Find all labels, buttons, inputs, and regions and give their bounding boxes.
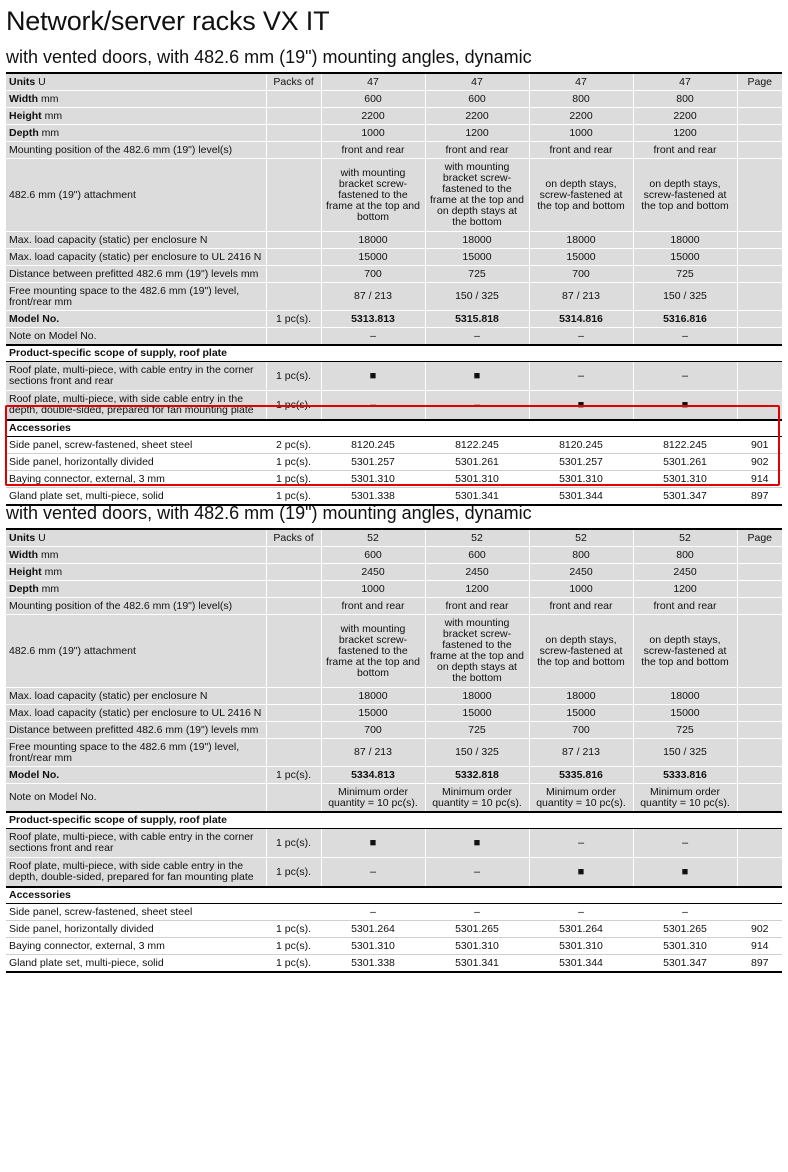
mounting-position-row: Mounting position of the 482.6 mm (19") level(s) front and rear front and rear front and rear front and rear <box>6 598 782 615</box>
units-label: Units U <box>6 73 266 91</box>
mounting-space-row: Free mounting space to the 482.6 mm (19") level, front/rear mm 87 / 213 150 / 325 87 / 213 150 / 325 <box>6 739 782 767</box>
header-row <box>6 529 782 547</box>
header-row <box>6 73 782 91</box>
units-value: 52 <box>529 529 633 547</box>
attachment-row: 482.6 mm (19") attachment with mounting bracket screw-fastened to the frame at the top and bottom with mounting bracket screw-fastened to the frame at the top and on depth stays at the bottom on depth stays, screw-fastened at the top and bottom on depth stays, screw-fastened at the top and bottom <box>6 159 782 232</box>
model-note-row: Note on Model No. – – – – <box>6 328 782 346</box>
section-title-52u: with vented doors, with 482.6 mm (19") mounting angles, dynamic <box>6 503 532 523</box>
units-value: 47 <box>529 73 633 91</box>
units-value: 52 <box>321 529 425 547</box>
accessory-row: Side panel, screw-fastened, sheet steel 2 pc(s). 8120.245 8122.245 8120.245 8122.245 901 <box>6 437 782 454</box>
width-row: Width mm 600 600 800 800 <box>6 547 782 564</box>
page-header: Page <box>737 529 782 547</box>
units-value: 52 <box>425 529 529 547</box>
attachment-row: 482.6 mm (19") attachment with mounting bracket screw-fastened to the frame at the top and bottom with mounting bracket screw-fastened to the frame at the top and on depth stays at the bottom on depth stays, screw-fastened at the top and bottom on depth stays, screw-fastened at the top and bottom <box>6 615 782 688</box>
packs-header: Packs of <box>266 529 321 547</box>
accessory-row: Baying connector, external, 3 mm 1 pc(s). 5301.310 5301.310 5301.310 5301.310 914 <box>6 471 782 488</box>
model-no-row: Model No. 1 pc(s). 5313.813 5315.818 5314.816 5316.816 <box>6 311 782 328</box>
roof-row: Roof plate, multi-piece, with cable entry in the corner sections front and rear 1 pc(s). ■ ■ – – <box>6 829 782 858</box>
model-note-row: Note on Model No. Minimum order quantity = 10 pc(s). Minimum order quantity = 10 pc(s). Minimum order quantity = 10 pc(s). Minimum order quantity = 10 pc(s). <box>6 784 782 813</box>
roof-section-header: Product-specific scope of supply, roof plate <box>6 812 782 829</box>
accessory-row: Baying connector, external, 3 mm 1 pc(s). 5301.310 5301.310 5301.310 5301.310 914 <box>6 938 782 955</box>
accessory-row: Gland plate set, multi-piece, solid 1 pc(s). 5301.338 5301.341 5301.344 5301.347 897 <box>6 488 782 506</box>
level-distance-row: Distance between prefitted 482.6 mm (19") levels mm 700 725 700 725 <box>6 266 782 283</box>
units-label: Units U <box>6 529 266 547</box>
units-value: 47 <box>321 73 425 91</box>
roof-row: Roof plate, multi-piece, with side cable entry in the depth, double-sided, prepared for fan mounting plate 1 pc(s). – – ■ ■ <box>6 391 782 421</box>
height-row: Height mm 2200 2200 2200 2200 <box>6 108 782 125</box>
units-value: 47 <box>633 73 737 91</box>
accessory-row: Side panel, screw-fastened, sheet steel – – – – <box>6 904 782 921</box>
mounting-position-row: Mounting position of the 482.6 mm (19") level(s) front and rear front and rear front and rear front and rear <box>6 142 782 159</box>
depth-row: Depth mm 1000 1200 1000 1200 <box>6 581 782 598</box>
model-no-row: Model No. 1 pc(s). 5334.813 5332.818 5335.816 5333.816 <box>6 767 782 784</box>
roof-row: Roof plate, multi-piece, with cable entry in the corner sections front and rear 1 pc(s). ■ ■ – – <box>6 362 782 391</box>
mounting-space-row: Free mounting space to the 482.6 mm (19") level, front/rear mm 87 / 213 150 / 325 87 / 213 150 / 325 <box>6 283 782 311</box>
section-title-47u: with vented doors, with 482.6 mm (19") mounting angles, dynamic <box>6 47 532 67</box>
width-row: Width mm 600 600 800 800 <box>6 91 782 108</box>
units-value: 52 <box>633 529 737 547</box>
load-capacity-row: Max. load capacity (static) per enclosure N 18000 18000 18000 18000 <box>6 232 782 249</box>
level-distance-row: Distance between prefitted 482.6 mm (19") levels mm 700 725 700 725 <box>6 722 782 739</box>
accessory-row: Side panel, horizontally divided 1 pc(s). 5301.257 5301.261 5301.257 5301.261 902 <box>6 454 782 471</box>
accessories-section-header: Accessories <box>6 887 782 904</box>
page-header: Page <box>737 73 782 91</box>
roof-section-header: Product-specific scope of supply, roof plate <box>6 345 782 362</box>
accessory-row: Side panel, horizontally divided 1 pc(s). 5301.264 5301.265 5301.264 5301.265 902 <box>6 921 782 938</box>
spec-table-52u <box>6 528 782 973</box>
spec-table-47u <box>6 72 782 506</box>
units-value: 47 <box>425 73 529 91</box>
page-title: Network/server racks VX IT <box>6 6 330 36</box>
load-capacity-ul-row: Max. load capacity (static) per enclosure to UL 2416 N 15000 15000 15000 15000 <box>6 705 782 722</box>
depth-row: Depth mm 1000 1200 1000 1200 <box>6 125 782 142</box>
packs-header: Packs of <box>266 73 321 91</box>
accessory-row: Gland plate set, multi-piece, solid 1 pc(s). 5301.338 5301.341 5301.344 5301.347 897 <box>6 955 782 973</box>
accessories-section-header: Accessories <box>6 420 782 437</box>
roof-row: Roof plate, multi-piece, with side cable entry in the depth, double-sided, prepared for fan mounting plate 1 pc(s). – – ■ ■ <box>6 858 782 888</box>
load-capacity-ul-row: Max. load capacity (static) per enclosure to UL 2416 N 15000 15000 15000 15000 <box>6 249 782 266</box>
height-row: Height mm 2450 2450 2450 2450 <box>6 564 782 581</box>
load-capacity-row: Max. load capacity (static) per enclosure N 18000 18000 18000 18000 <box>6 688 782 705</box>
